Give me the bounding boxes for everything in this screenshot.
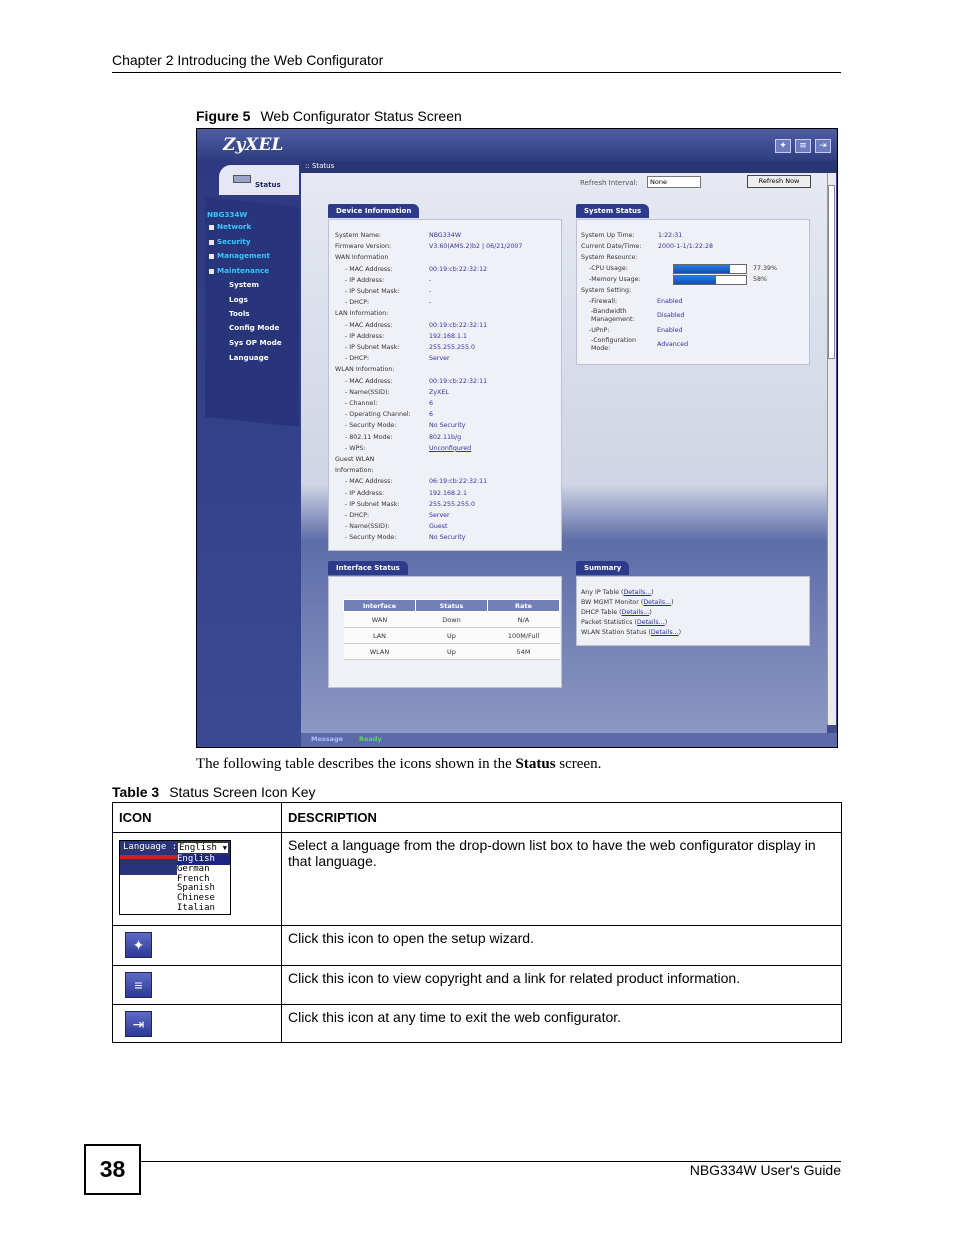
device-info-row — [345, 500, 476, 508]
nav-sys-op-mode[interactable]: Sys OP Mode — [229, 338, 282, 347]
nav-tools[interactable]: Tools — [229, 309, 250, 318]
device-info-label: WLAN Information: — [335, 366, 395, 374]
device-info-label: System Name: — [335, 232, 382, 239]
paragraph-bold: Status — [515, 756, 556, 772]
device-info-value: 00:19:cb:22:32:11 — [429, 321, 488, 329]
nav-network-label: Network — [217, 222, 252, 231]
device-info-label: - IP Subnet Mask: — [345, 288, 400, 295]
cell: LAN — [344, 628, 416, 644]
status-tab[interactable] — [219, 165, 299, 195]
config-mode-label-2: Mode: — [591, 345, 611, 352]
interface-table-header — [344, 600, 560, 612]
device-info-label: - MAC Address: — [345, 265, 393, 273]
language-option[interactable]: Chinese — [177, 893, 215, 904]
device-info-label: Information: — [335, 467, 374, 475]
up-time-value: 1:22:31 — [658, 232, 683, 239]
device-info-row — [345, 512, 450, 519]
device-info-label: Firmware Version: — [335, 243, 392, 251]
device-info-value: 255.255.255.0 — [429, 344, 476, 351]
device-info-label: - Name(SSID): — [345, 388, 390, 396]
device-info-row — [345, 444, 472, 452]
firewall-row — [589, 298, 683, 305]
cpu-usage-bar — [673, 264, 747, 274]
description-cell: Click this icon to open the setup wizard. — [282, 926, 842, 966]
device-info-row — [345, 321, 488, 329]
bw-mgmt-details-link[interactable]: Details... — [643, 599, 672, 606]
interface-status-panel — [328, 576, 562, 688]
device-info-row — [345, 288, 432, 295]
interface-table — [343, 599, 560, 660]
device-info-value[interactable]: Unconfigured — [429, 444, 472, 452]
table-header-row — [113, 803, 842, 833]
device-info-label: - IP Address: — [345, 489, 385, 497]
device-info-label: - Security Mode: — [345, 534, 397, 542]
about-icon-cell — [113, 966, 282, 1005]
device-info-value: Server — [429, 512, 450, 519]
interface-status-title: Interface Status — [328, 561, 408, 575]
device-info-value: - — [429, 288, 432, 295]
nav-management[interactable] — [209, 251, 270, 260]
logout-icon[interactable]: ⇥ — [815, 139, 831, 153]
col-rate: Rate — [488, 600, 560, 612]
summary-row: Any IP Table (Details...) — [581, 589, 654, 596]
language-option[interactable]: French — [177, 873, 210, 884]
device-info-value: V3.60(AMS.2)b2 | 06/21/2007 — [429, 243, 523, 251]
cpu-usage-fill — [674, 265, 730, 273]
device-info-row — [345, 422, 466, 430]
nav-config-mode[interactable]: Config Mode — [229, 323, 280, 332]
cpu-usage-value: 77.39% — [753, 265, 778, 272]
device-info-label: - WPS: — [345, 444, 366, 452]
about-icon[interactable]: ≡ — [795, 139, 811, 153]
date-time-row — [581, 243, 713, 250]
col-status: Status — [416, 600, 488, 612]
device-info-label: - DHCP: — [345, 299, 370, 307]
expand-icon — [209, 225, 214, 230]
device-info-row — [345, 523, 448, 531]
cell: N/A — [488, 612, 560, 628]
top-icons — [775, 139, 831, 153]
figure-caption — [196, 108, 462, 124]
packet-stats-details-link[interactable]: Details... — [636, 619, 665, 626]
device-info-label: - Operating Channel: — [345, 411, 411, 419]
router-icon — [233, 175, 251, 183]
device-info-label: - IP Subnet Mask: — [345, 500, 400, 508]
wizard-icon[interactable]: ✦ — [125, 932, 152, 958]
memory-usage-label: -Memory Usage: — [589, 276, 641, 283]
summary-label: Packet Statistics — [581, 619, 633, 626]
config-mode-value: Advanced — [657, 341, 689, 348]
wlan-station-details-link[interactable]: Details... — [650, 629, 679, 636]
language-stripe — [120, 855, 177, 875]
memory-usage-bar — [673, 275, 747, 285]
cell: Down — [416, 612, 488, 628]
up-time-row — [581, 232, 683, 239]
table-row — [344, 612, 560, 628]
device-info-row — [345, 299, 432, 307]
device-info-label: WAN Information — [335, 254, 389, 262]
device-info-label: - IP Address: — [345, 332, 385, 340]
device-info-row — [345, 478, 488, 486]
device-info-row — [335, 467, 374, 474]
logout-icon[interactable]: ⇥ — [125, 1011, 152, 1037]
nav-management-label: Management — [217, 251, 270, 260]
device-info-row — [345, 332, 468, 340]
device-info-value: No Security — [429, 422, 466, 430]
device-info-row — [345, 265, 488, 273]
status-screenshot — [196, 128, 838, 748]
table-row — [113, 833, 842, 926]
message-label: Message — [311, 735, 344, 743]
header-rule — [112, 72, 841, 73]
config-mode-label-1: -Configuration — [591, 337, 636, 344]
device-info-value: - — [429, 299, 432, 307]
nav-language[interactable]: Language — [229, 353, 269, 362]
device-info-label: - 802.11 Mode: — [345, 433, 393, 441]
up-time-label: System Up Time: — [581, 232, 635, 239]
device-info-label: LAN Information: — [335, 310, 389, 318]
nav-maintenance[interactable] — [209, 266, 269, 275]
any-ip-details-link[interactable]: Details... — [623, 589, 652, 596]
device-info-row — [345, 534, 466, 542]
device-info-panel — [328, 219, 562, 551]
guide-title: NBG334W User's Guide — [689, 1162, 841, 1178]
date-time-label: Current Date/Time: — [581, 243, 642, 250]
system-status-panel — [576, 219, 810, 365]
memory-usage-fill — [674, 276, 716, 284]
message-value: Ready — [359, 735, 382, 743]
device-info-row — [345, 276, 432, 284]
device-info-value: ZyXEL — [429, 388, 449, 396]
device-info-label: - Name(SSID): — [345, 523, 390, 531]
top-banner — [197, 129, 837, 161]
nav-panel — [205, 197, 299, 427]
device-info-row — [335, 254, 388, 261]
memory-usage-value: 58% — [753, 276, 767, 283]
device-info-row — [345, 377, 488, 385]
device-info-row — [335, 456, 374, 463]
language-option[interactable]: German — [177, 863, 210, 874]
description-cell: Click this icon to view copyright and a link for related product information. — [282, 966, 842, 1005]
col-interface: Interface — [344, 600, 416, 612]
nav-network[interactable] — [209, 222, 251, 231]
firewall-label: -Firewall: — [589, 298, 618, 305]
scrollbar-thumb[interactable] — [828, 185, 835, 359]
page-number: 38 — [84, 1144, 141, 1195]
table-row — [113, 926, 842, 966]
device-info-value: NBG334W — [429, 232, 462, 239]
nav-security[interactable] — [209, 237, 251, 246]
device-info-row — [335, 232, 462, 239]
table-label: Table 3 — [112, 784, 160, 800]
device-info-value: No Security — [429, 534, 466, 542]
status-tab-label: Status — [255, 181, 281, 189]
paragraph-text-end: screen. — [555, 756, 602, 772]
refresh-interval-label: Refresh Interval: — [580, 179, 638, 187]
bandwidth-value: Disabled — [657, 312, 685, 319]
table-row — [344, 628, 560, 644]
description-cell: Click this icon at any time to exit the web configurator. — [282, 1005, 842, 1043]
device-info-row — [345, 388, 449, 396]
firewall-value: Enabled — [657, 298, 683, 305]
device-info-row — [335, 243, 523, 251]
upnp-row — [589, 327, 683, 334]
cell: 54M — [488, 644, 560, 660]
intro-paragraph — [196, 756, 601, 773]
device-info-value: 192.168.2.1 — [429, 489, 468, 497]
language-icon-cell — [113, 833, 282, 926]
device-info-row — [345, 489, 468, 497]
nav-security-label: Security — [217, 237, 251, 246]
device-info-row — [345, 400, 434, 407]
bandwidth-label-2: Management: — [591, 316, 635, 323]
table-row — [113, 1005, 842, 1043]
cell: Up — [416, 628, 488, 644]
device-info-value: 802.11b/g — [429, 433, 462, 441]
nav-system[interactable]: System — [229, 280, 259, 289]
paragraph-text: The following table describes the icons shown in the — [196, 756, 516, 772]
device-info-row — [345, 355, 450, 363]
device-info-row — [345, 433, 462, 441]
cell: WLAN — [344, 644, 416, 660]
summary-label: BW MGMT Monitor — [581, 599, 639, 606]
upnp-label: -UPnP: — [589, 327, 610, 334]
device-info-label: - DHCP: — [345, 512, 370, 519]
cell: Up — [416, 644, 488, 660]
summary-row: Packet Statistics (Details...) — [581, 619, 668, 626]
refresh-now-button[interactable]: Refresh Now — [747, 175, 811, 188]
upnp-value: Enabled — [657, 327, 683, 334]
device-info-value: 6 — [429, 411, 434, 419]
language-label: Language : — [123, 842, 178, 852]
language-selector-image — [119, 840, 231, 915]
system-resource-label: System Resource: — [581, 254, 638, 261]
description-cell: Select a language from the drop-down list box to have the web configurator display in that language. — [282, 833, 842, 926]
device-info-label: - IP Subnet Mask: — [345, 344, 400, 351]
collapse-icon — [209, 269, 214, 274]
about-icon[interactable]: ≡ — [125, 972, 152, 998]
chevron-down-icon: ▼ — [222, 844, 227, 852]
date-time-value: 2000-1-1/1:22:28 — [658, 243, 713, 250]
device-info-label: - IP Address: — [345, 276, 385, 284]
device-info-value: Guest — [429, 523, 448, 531]
language-option[interactable]: English — [177, 855, 230, 865]
zyxel-logo: ZyXEL — [223, 135, 284, 155]
device-info-value: 00:19:cb:22:32:11 — [429, 377, 488, 385]
expand-icon — [209, 254, 214, 259]
nav-model: NBG334W — [207, 210, 248, 219]
summary-label: DHCP Table — [581, 609, 618, 616]
device-info-value: 255.255.255.0 — [429, 500, 476, 508]
system-status-title: System Status — [576, 204, 649, 218]
device-info-label: - MAC Address: — [345, 377, 393, 385]
device-info-value: 00:19:cb:22:32:12 — [429, 265, 488, 273]
device-info-value: 192.168.1.1 — [429, 332, 468, 340]
language-options — [177, 855, 230, 914]
device-info-label: Guest WLAN — [335, 456, 375, 463]
summary-title: Summary — [576, 561, 629, 575]
col-description: DESCRIPTION — [282, 803, 842, 833]
table-caption — [112, 784, 316, 800]
summary-row: WLAN Station Status (Details...) — [581, 629, 682, 636]
nav-maintenance-label: Maintenance — [217, 266, 270, 275]
device-info-row — [345, 411, 434, 419]
wizard-icon-cell — [113, 926, 282, 966]
device-info-label: - MAC Address: — [345, 478, 393, 486]
cell: WAN — [344, 612, 416, 628]
device-info-value: 6 — [429, 400, 434, 407]
table-title: Status Screen Icon Key — [169, 784, 316, 800]
device-info-value: 06:19:cb:22:32:11 — [429, 478, 488, 486]
language-selected: English — [179, 843, 217, 853]
breadcrumb-bar — [301, 161, 837, 173]
summary-panel — [576, 576, 810, 646]
chapter-header: Chapter 2 Introducing the Web Configurator — [112, 52, 384, 68]
device-info-value: - — [429, 276, 432, 284]
table-row — [344, 644, 560, 660]
device-info-row — [335, 310, 388, 317]
bandwidth-label-1: -Bandwidth — [591, 308, 627, 315]
system-setting-label: System Setting: — [581, 287, 632, 294]
device-info-value: Server — [429, 355, 450, 363]
breadcrumb: :: Status — [305, 162, 335, 170]
logout-icon-cell — [113, 1005, 282, 1043]
cpu-usage-label: -CPU Usage: — [589, 265, 628, 272]
device-info-label: - DHCP: — [345, 355, 370, 363]
refresh-interval-select[interactable]: None — [647, 176, 701, 188]
cell: 100M/Full — [488, 628, 560, 644]
device-info-label: - Security Mode: — [345, 422, 397, 430]
device-info-label: - MAC Address: — [345, 321, 393, 329]
icon-key-table — [112, 802, 842, 1043]
device-info-title: Device Information — [328, 204, 419, 218]
language-option[interactable]: Spanish — [177, 883, 215, 894]
summary-row: BW MGMT Monitor (Details...) — [581, 599, 674, 606]
col-icon: ICON — [113, 803, 282, 833]
dhcp-details-link[interactable]: Details... — [621, 609, 650, 616]
device-info-row — [345, 344, 476, 351]
expand-icon — [209, 240, 214, 245]
summary-label: Any IP Table — [581, 589, 619, 596]
language-option[interactable]: Italian — [177, 902, 215, 913]
figure-label: Figure 5 — [196, 108, 251, 124]
table-row — [113, 966, 842, 1005]
device-info-label: - Channel: — [345, 400, 378, 407]
language-select[interactable] — [177, 842, 229, 854]
summary-label: WLAN Station Status — [581, 629, 647, 636]
wizard-icon[interactable]: ✦ — [775, 139, 791, 153]
figure-title: Web Configurator Status Screen — [260, 108, 462, 124]
summary-row: DHCP Table (Details...) — [581, 609, 652, 616]
nav-logs[interactable]: Logs — [229, 295, 248, 304]
device-info-row — [335, 366, 394, 373]
